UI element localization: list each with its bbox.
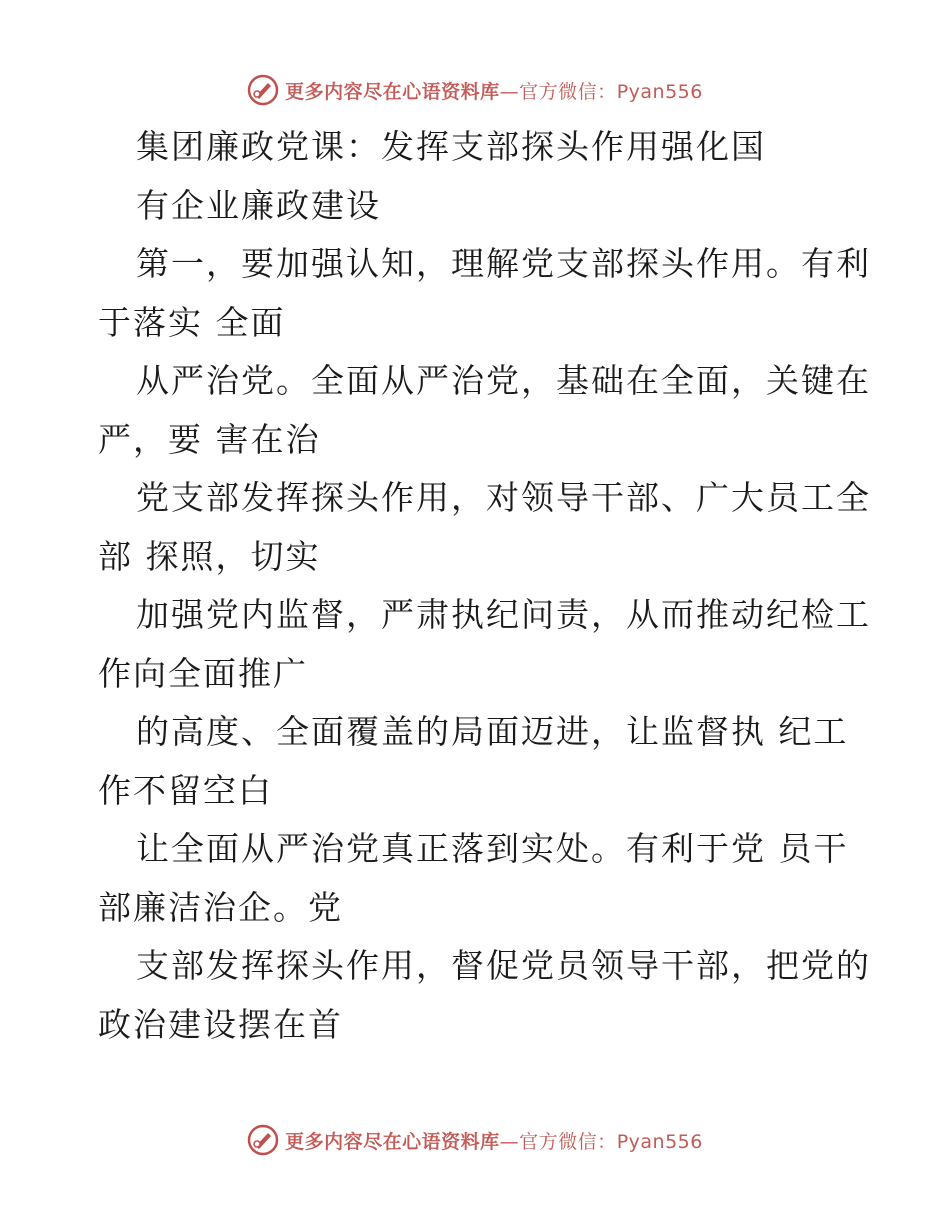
paragraph-line: 作不留空白	[98, 770, 273, 810]
paragraph-line: 党支部发挥探头作用，对领导干部、广大员工全	[136, 478, 871, 517]
watermark-text: 更多内容尽在心语资料库—官方微信：Pyan556	[285, 80, 703, 103]
paragraph-line: 第一，要加强认知，理解党支部探头作用。有利	[136, 244, 871, 283]
paragraph-line: 部 探照，切实	[98, 536, 321, 576]
watermark-header	[0, 70, 950, 110]
paragraph-line: 的高度、全面覆盖的局面迈进，让监督执 纪工	[136, 712, 849, 751]
brand-logo-icon	[247, 1124, 279, 1156]
paragraph-line: 于落实 全面	[98, 302, 286, 342]
watermark-footer	[0, 1120, 950, 1160]
paragraph-line: 让全面从严治党真正落到实处。有利于党 员干	[136, 829, 849, 868]
paragraph-line: 从严治党。全面从严治党，基础在全面，关键在	[136, 361, 871, 400]
brand-logo-icon	[247, 74, 279, 106]
paragraph-line: 部廉洁治企。党	[98, 887, 343, 927]
paragraph-line: 政治建设摆在首	[98, 1004, 343, 1044]
paragraph-line: 加强党内监督，严肃执纪问责，从而推动纪检工	[136, 595, 871, 634]
paragraph-line: 支部发挥探头作用，督促党员领导干部，把党的	[136, 946, 871, 985]
title-line-2: 有企业廉政建设	[136, 185, 381, 225]
title-line-1: 集团廉政党课：发挥支部探头作用强化国	[136, 127, 766, 166]
watermark-text: 更多内容尽在心语资料库—官方微信：Pyan556	[285, 1130, 703, 1153]
paragraph-line: 严，要 害在治	[98, 419, 321, 459]
paragraph-line: 作向全面推广	[98, 653, 308, 693]
document-body	[98, 118, 871, 1054]
